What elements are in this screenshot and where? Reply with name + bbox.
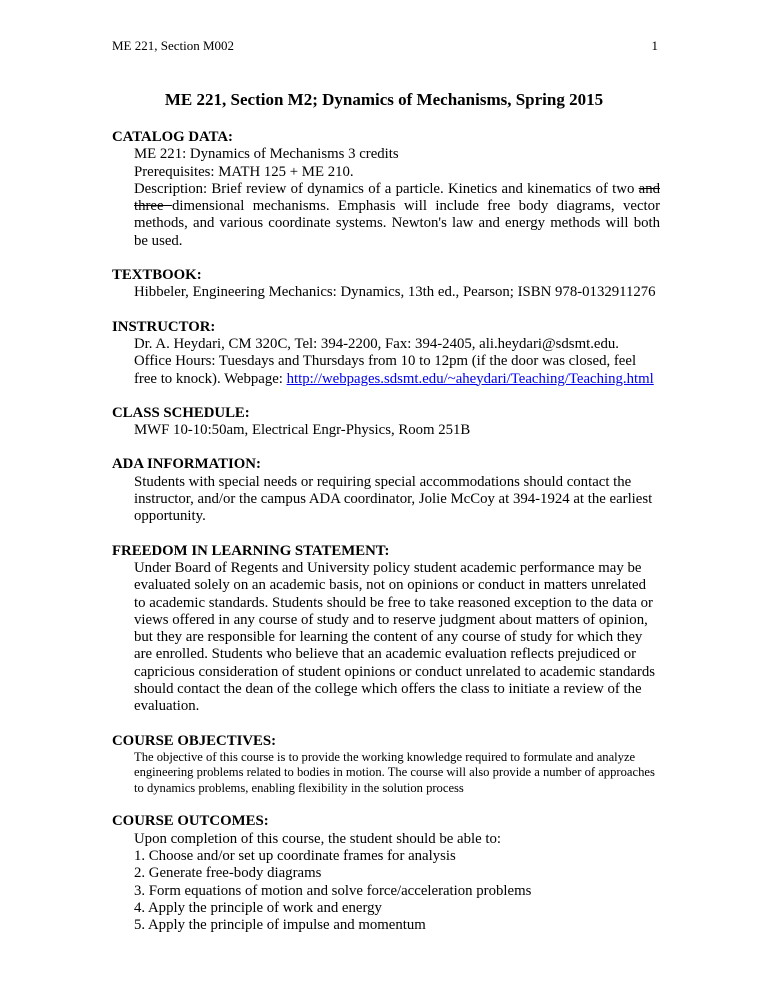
syllabus-content bbox=[112, 129, 660, 951]
freedom-text: Under Board of Regents and University policy student academic performance may be evaluated solely on an academic basis, not on opinions or conduct in matters unrelated to academic standards. Students should be free to take reasoned exception to the data or views offered in any course of study and to reserve judgment about matters of opinion, but they are responsible for learning the content of any course of study for which they are enrolled. Students who believe that an academic evaluation reflects prejudiced or capricious consideration of student opinions or conduct unrelated to academic standards should contact the dean of the college which offers the class to initiate a review of the evaluation. bbox=[134, 559, 656, 715]
running-header: ME 221, Section M002 bbox=[112, 38, 235, 53]
outcome-item: 3. Form equations of motion and solve force/acceleration problems bbox=[134, 882, 532, 899]
outcome-item: 4. Apply the principle of work and energy bbox=[134, 899, 382, 916]
textbook-heading: TEXTBOOK: bbox=[112, 267, 202, 284]
instructor-contact: Dr. A. Heydari, CM 320C, Tel: 394-2200, Fax: 394-2405, ali.heydari@sdsmt.edu. bbox=[134, 335, 619, 352]
objectives-body bbox=[112, 750, 660, 797]
objectives-heading: COURSE OBJECTIVES: bbox=[112, 732, 277, 749]
outcomes-heading: COURSE OUTCOMES: bbox=[112, 813, 269, 830]
description-end: dimensional mechanisms. Emphasis will include free body diagrams, vector methods, and various coordinate systems. Newton's law and energy methods will both be used. bbox=[134, 198, 660, 249]
instructor-body bbox=[112, 336, 660, 388]
catalog-heading: CATALOG DATA: bbox=[112, 129, 233, 145]
outcomes-section bbox=[112, 813, 660, 934]
catalog-section bbox=[112, 129, 660, 250]
textbook-text: Hibbeler, Engineering Mechanics: Dynamics, 13th ed., Pearson; ISBN 978-0132911276 bbox=[134, 284, 656, 301]
objectives-text: The objective of this course is to provide the working knowledge required to formulate and analyze engineering problems related to bodies in motion. The course will also provide a number of approaches to dynamics problems, enabling flexibility in the solution process bbox=[134, 749, 655, 795]
ada-text: Students with special needs or requiring special accommodations should contact the instructor, and/or the campus ADA coordinator, Jolie McCoy at 394-1924 at the earliest opportunity. bbox=[134, 473, 653, 525]
outcomes-list bbox=[134, 848, 660, 934]
instructor-webpage-link[interactable]: http://webpages.sdsmt.edu/~aheydari/Teaching/Teaching.html bbox=[286, 370, 654, 387]
instructor-section bbox=[112, 319, 660, 388]
catalog-course-line: ME 221: Dynamics of Mechanisms 3 credits bbox=[134, 146, 399, 163]
freedom-heading: FREEDOM IN LEARNING STATEMENT: bbox=[112, 542, 390, 559]
schedule-body bbox=[112, 422, 660, 439]
description-start: Description: Brief review of dynamics of a particle. Kinetics and kinematics of two bbox=[134, 180, 639, 197]
document-title: ME 221, Section M2; Dynamics of Mechanisms, Spring 2015 bbox=[164, 90, 604, 109]
schedule-text: MWF 10-10:50am, Electrical Engr-Physics, Room 251B bbox=[134, 422, 471, 439]
ada-body bbox=[112, 474, 660, 526]
outcomes-intro: Upon completion of this course, the student should be able to: bbox=[134, 830, 501, 847]
page-number: 1 bbox=[651, 38, 658, 53]
textbook-body bbox=[112, 284, 660, 301]
outcome-item: 5. Apply the principle of impulse and momentum bbox=[134, 917, 426, 934]
ada-section bbox=[112, 456, 660, 525]
catalog-description bbox=[134, 181, 660, 250]
freedom-section bbox=[112, 543, 660, 716]
instructor-heading: INSTRUCTOR: bbox=[112, 318, 216, 335]
catalog-body bbox=[112, 146, 660, 250]
catalog-prereq-line: Prerequisites: MATH 125 + ME 210. bbox=[134, 163, 354, 180]
ada-heading: ADA INFORMATION: bbox=[112, 456, 261, 473]
freedom-body bbox=[112, 560, 660, 716]
outcome-item: 1. Choose and/or set up coordinate frames for analysis bbox=[134, 848, 456, 864]
schedule-section bbox=[112, 405, 660, 440]
description-strikethrough: and three bbox=[134, 180, 660, 215]
instructor-office-hours bbox=[134, 353, 660, 388]
outcomes-body bbox=[112, 831, 660, 935]
office-hours-text: Office Hours: Tuesdays and Thursdays from 10 to 12pm (if the door was closed, feel free to knock). Webpage: bbox=[134, 353, 637, 387]
schedule-heading: CLASS SCHEDULE: bbox=[112, 404, 250, 421]
objectives-section bbox=[112, 733, 660, 797]
textbook-section bbox=[112, 267, 660, 302]
outcome-item: 2. Generate free-body diagrams bbox=[134, 865, 322, 882]
